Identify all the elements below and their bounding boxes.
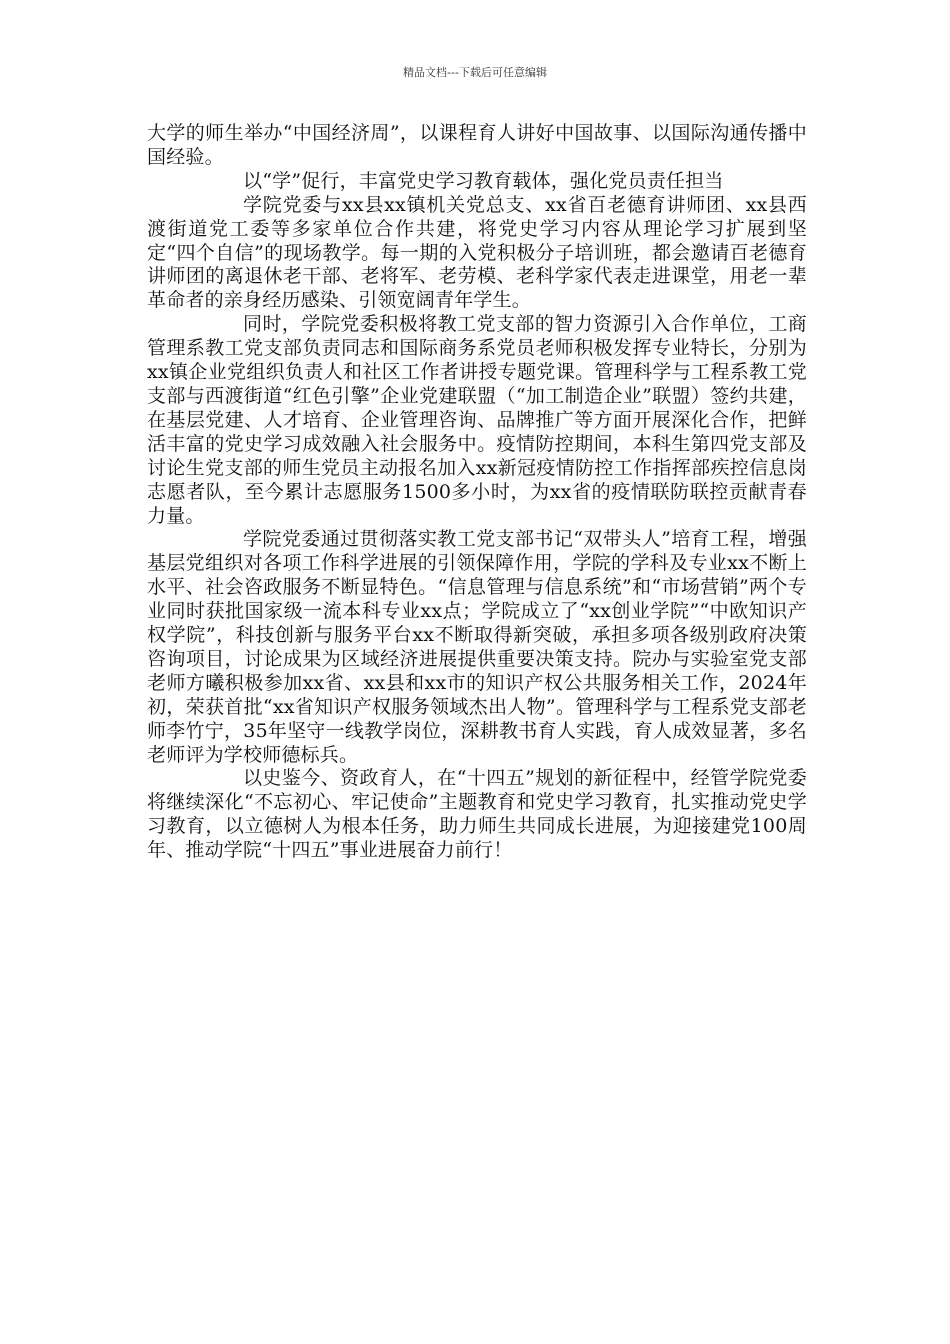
paragraph: 学院党委通过贯彻落实教工党支部书记“双带头人”培育工程，增强基层党组织对各项工作科学进展的引领保障作用，学院的学科及专业xx不断上水平、社会咨政服务不断显特色。“信息管理与信息系统”和“市场营销”两个专业同时获批国家级一流本科专业xx点；学院成立了“xx创业学院”“中欧知识产权学院”，科技创新与服务平台xx不断取得新突破，承担多项各级别政府决策咨询项目，讨论成果为区域经济进展提供重要决策支持。院办与实验室党支部老师方曦积极参加xx省、xx县和xx市的知识产权公共服务相关工作，2024年初，荣获首批“xx省知识产权服务领域杰出人物”。管理科学与工程系党支部老师李竹宁，35年坚守一线教学岗位，深耕教书育人实践，育人成效显著，多名老师评为学校师德标兵。: [147, 528, 807, 766]
paragraph: 同时，学院党委积极将教工党支部的智力资源引入合作单位，工商管理系教工党支部负责同志和国际商务系党员老师积极发挥专业特长，分别为xx镇企业党组织负责人和社区工作者讲授专题党课。管理科学与工程系教工党支部与西渡街道“红色引擎”企业党建联盟（“加工制造企业”联盟）签约共建，在基层党建、人才培育、企业管理咨询、品牌推广等方面开展深化合作，把鲜活丰富的党史学习成效融入社会服务中。疫情防控期间，本科生第四党支部及讨论生党支部的师生党员主动报名加入xx新冠疫情防控工作指挥部疾控信息岗志愿者队，至今累计志愿服务1500多小时，为xx省的疫情联防联控贡献青春力量。: [147, 313, 807, 527]
document-body: [147, 122, 807, 863]
page-header: 精品文档---下载后可任意编辑: [403, 66, 547, 79]
paragraph: 学院党委与xx县xx镇机关党总支、xx省百老德育讲师团、xx县西渡街道党工委等多家单位合作共建，将党史学习内容从理论学习扩展到坚定“四个自信”的现场教学。每一期的入党积极分子培训班，都会邀请百老德育讲师团的离退休老干部、老将军、老劳模、老科学家代表走进课堂，用老一辈革命者的亲身经历感染、引领宽阔青年学生。: [147, 193, 807, 312]
paragraph: 以史鉴今、资政育人，在“十四五”规划的新征程中，经管学院党委将继续深化“不忘初心、牢记使命”主题教育和党史学习教育，扎实推动党史学习教育，以立德树人为根本任务，助力师生共同成长进展，为迎接建党100周年、推动学院“十四五”事业进展奋力前行！: [147, 767, 807, 862]
section-heading: 以“学”促行，丰富党史学习教育载体，强化党员责任担当: [243, 169, 724, 192]
paragraph-continuation: 大学的师生举办“中国经济周”，以课程育人讲好中国故事、以国际沟通传播中国经验。: [147, 122, 807, 168]
